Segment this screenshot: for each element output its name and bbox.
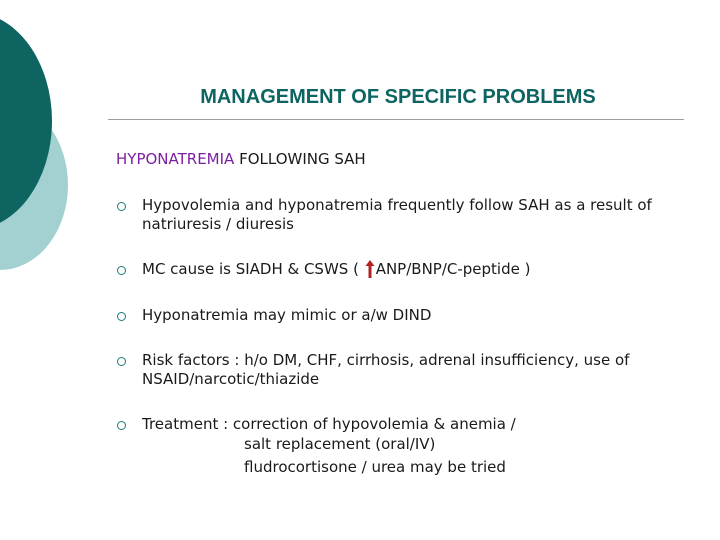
bullet-continuation-line: salt replacement (oral/IV) <box>244 435 436 453</box>
bullet-text: Hypovolemia and hyponatremia frequently follow SAH as a result of natriuresis / diuresis <box>142 196 652 233</box>
subtitle-rest: FOLLOWING SAH <box>234 150 366 168</box>
hollow-circle-bullet-icon <box>117 202 126 211</box>
bullet-list <box>116 196 686 479</box>
hollow-circle-bullet-icon <box>117 357 126 366</box>
bullet-text-after-arrow: ANP/BNP/C-peptide ) <box>375 260 531 278</box>
bullet-text-before-arrow: MC cause is SIADH & CSWS ( <box>142 260 364 278</box>
bullet-item <box>116 196 686 234</box>
bullet-item <box>116 260 686 279</box>
bullet-text: Hyponatremia may mimic or a/w DIND <box>142 306 432 324</box>
bullet-item <box>116 306 686 325</box>
bullet-text: Treatment : correction of hypovolemia & anemia / <box>142 415 516 433</box>
up-arrow-icon <box>365 260 375 278</box>
title-divider <box>108 119 684 120</box>
hollow-circle-bullet-icon <box>117 312 126 321</box>
hollow-circle-bullet-icon <box>117 421 126 430</box>
slide-title: MANAGEMENT OF SPECIFIC PROBLEMS <box>200 86 596 108</box>
bullet-item <box>116 415 686 479</box>
bullet-text: Risk factors : h/o DM, CHF, cirrhosis, adrenal insufficiency, use of NSAID/narcotic/thiazide <box>142 351 630 388</box>
bullet-continuation-line: fludrocortisone / urea may be tried <box>244 458 506 476</box>
hollow-circle-bullet-icon <box>117 266 126 275</box>
slide-subtitle <box>116 150 366 168</box>
bullet-item <box>116 351 686 389</box>
subtitle-accent: HYPONATREMIA <box>116 150 235 168</box>
